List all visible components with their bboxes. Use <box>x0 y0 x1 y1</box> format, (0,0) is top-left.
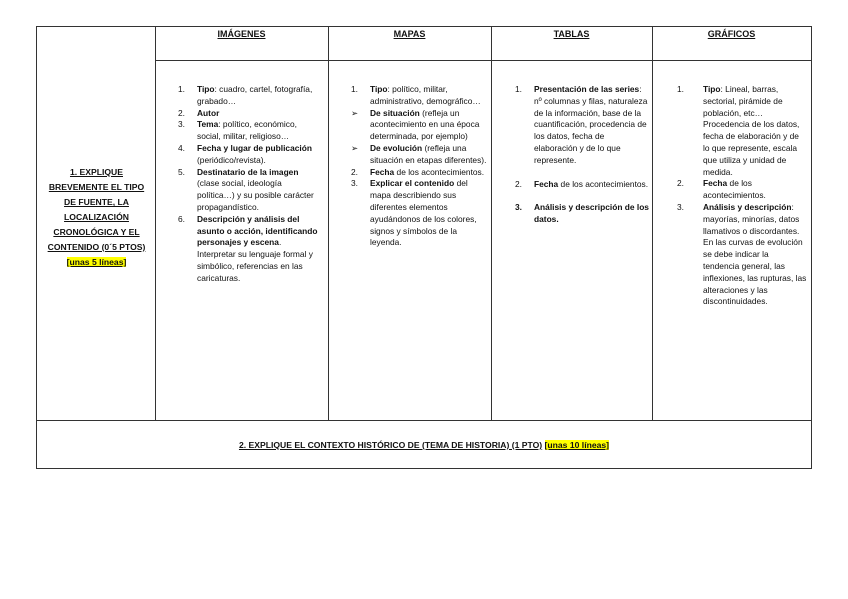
arrow-bullet-icon: ➢ <box>351 142 359 153</box>
question-2-text: 2. EXPLIQUE EL CONTEXTO HISTÓRICO DE (TEMA DE HISTORIA) (1 PTO) <box>238 440 543 450</box>
list-item: 3. Análisis y descripción de los datos. <box>515 202 649 225</box>
list-item: 1. Tipo: cuadro, cartel, fotografía, grabado… <box>178 84 313 106</box>
list-item: 3. Explicar el contenido del mapa describiendo sus diferentes elementos ayudándonos de los colores, signos y símbolos de la leyenda. <box>351 178 477 248</box>
worksheet-table <box>36 26 812 469</box>
header-tablas: TABLAS <box>553 29 590 39</box>
question-1 <box>39 165 154 270</box>
list-item: 3. Tema: político, económico, social, militar, religioso… <box>178 119 297 142</box>
list-item: 1. Tipo: político, militar, administrativo, demográfico… <box>351 84 481 106</box>
length-hint: [unas 5 líneas] <box>66 257 127 267</box>
question-1-line: CRONOLÓGICA Y EL <box>53 227 140 237</box>
question-1-line: LOCALIZACIÓN <box>64 212 129 222</box>
list-item: ➢ De evolución (refleja una situación en etapas diferentes). <box>351 142 487 165</box>
list-item: 4. Fecha y lugar de publicación (periódico/revista). <box>178 142 312 165</box>
column-divider <box>155 27 156 420</box>
question-2 <box>37 440 811 450</box>
list-item: 6. Descripción y análisis del asunto o acción, identificando personajes y escena. Interpretar su lenguaje formal y simbólico, referencias en las caricaturas. <box>178 213 318 283</box>
mapas-list <box>351 84 487 249</box>
spacer <box>515 167 649 179</box>
column-divider <box>328 27 329 420</box>
row-divider <box>37 420 811 421</box>
arrow-bullet-icon: ➢ <box>351 107 359 118</box>
tablas-list <box>515 84 649 226</box>
header-graficos: GRÁFICOS <box>707 29 756 39</box>
list-item: 1. Presentación de las series: nº columnas y filas, naturaleza de la información, base de la cuantificación, procedencia de los datos, fecha de elaboración y de lo que represente. <box>515 84 648 165</box>
column-divider <box>652 27 653 420</box>
list-item: 1. Tipo: Lineal, barras, sectorial, pirámide de población, etc… Procedencia de los datos, fecha de elaboración y de lo que represente, escala que utiliza y unidad de medida. <box>677 84 800 177</box>
question-1-line: CONTENIDO (0´5 PTOS) <box>47 242 146 252</box>
graficos-list <box>677 84 807 308</box>
list-item: 3. Análisis y descripción: mayorías, minorías, datos llamativos o discordantes. En las curvas de evolución se debe indicar la tendencia general, las inflexiones, las rupturas, las alteraciones y las discontinuidades. <box>677 201 807 307</box>
list-item: ➢ De situación (refleja un acontecimiento en una época determinada, por ejemplo) <box>351 107 480 142</box>
list-item: 5. Destinatario de la imagen (clase social, ideología política…) y su posible carácter propagandístico. <box>178 166 314 212</box>
question-1-line: DE FUENTE, LA <box>64 197 129 207</box>
header-row-divider <box>155 60 811 61</box>
spacer <box>515 190 649 202</box>
imagenes-list <box>178 84 320 285</box>
list-item: 2. Fecha de los acontecimientos. <box>677 178 766 201</box>
list-item: 2. Fecha de los acontecimientos. <box>351 166 485 177</box>
header-imagenes: IMÁGENES <box>217 29 266 39</box>
header-mapas: MAPAS <box>393 29 426 39</box>
length-hint: [unas 10 líneas] <box>544 440 610 450</box>
column-divider <box>491 27 492 420</box>
list-item: 2. Autor <box>178 107 220 118</box>
question-1-line: BREVEMENTE EL TIPO <box>48 182 145 192</box>
list-item: 2. Fecha de los acontecimientos. <box>515 178 649 189</box>
question-1-line: 1. EXPLIQUE <box>69 167 123 177</box>
